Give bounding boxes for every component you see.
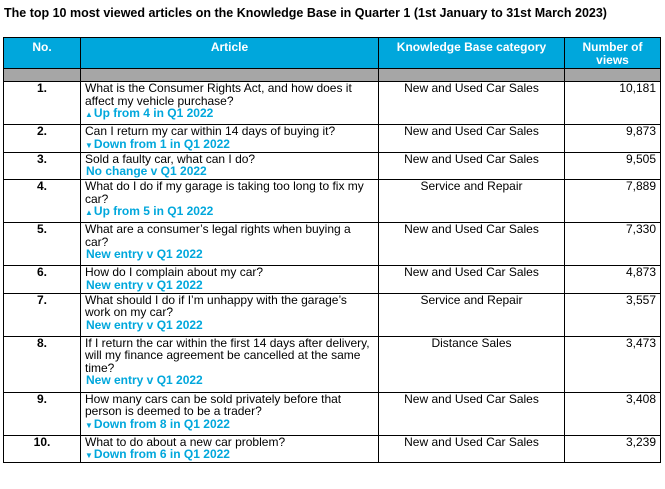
views-cell: 9,873 <box>565 125 661 153</box>
article-title: If I return the car within the first 14 days after delivery, will my finance agreement be cancelled at the same time? <box>85 335 370 375</box>
article-cell <box>81 180 379 223</box>
table-row <box>4 82 661 125</box>
article-cell <box>81 266 379 294</box>
article-title: How do I complain about my car? <box>85 265 264 279</box>
views-cell: 4,873 <box>565 266 661 294</box>
article-title: How many cars can be sold privately before that person is deemed to be a trader? <box>85 391 342 418</box>
article-title: What to do about a new car problem? <box>85 434 286 449</box>
views-cell: 7,330 <box>565 223 661 266</box>
table-row <box>4 336 661 392</box>
trend-text: Down from 8 in Q1 2022 <box>93 416 230 431</box>
header-views-line1: Number of <box>582 40 643 54</box>
spacer-cell <box>81 69 379 82</box>
trend-text: Up from 4 in Q1 2022 <box>93 106 214 120</box>
trend-label <box>85 205 374 219</box>
rank-cell: 2. <box>4 125 81 153</box>
table-row <box>4 223 661 266</box>
category-cell: New and Used Car Sales <box>379 82 565 125</box>
spacer-cell <box>565 69 661 82</box>
trend-label <box>85 448 374 462</box>
table-row <box>4 125 661 153</box>
table-row <box>4 152 661 180</box>
trend-label <box>85 418 374 432</box>
page-title: The top 10 most viewed articles on the Knowledge Base in Quarter 1 (1st January to 31st March 2023) <box>4 6 607 20</box>
rank-cell: 9. <box>4 392 81 435</box>
article-title: What should I do if I’m unhappy with the garage’s work on my car? <box>85 292 347 319</box>
table-header-row <box>4 38 661 69</box>
up-arrow-icon: ▲ <box>85 110 93 119</box>
trend-text: New entry v Q1 2022 <box>86 317 203 332</box>
views-cell: 7,889 <box>565 180 661 223</box>
down-arrow-icon: ▼ <box>85 451 93 460</box>
trend-label <box>85 248 374 262</box>
trend-text: Down from 6 in Q1 2022 <box>93 447 230 461</box>
views-cell: 3,473 <box>565 336 661 392</box>
category-cell: New and Used Car Sales <box>379 435 565 463</box>
article-title: Sold a faulty car, what can I do? <box>85 151 256 166</box>
trend-text: New entry v Q1 2022 <box>86 277 203 292</box>
header-article: Article <box>81 38 379 69</box>
trend-label <box>85 279 374 293</box>
rank-cell: 3. <box>4 152 81 180</box>
category-cell: New and Used Car Sales <box>379 223 565 266</box>
article-cell <box>81 223 379 266</box>
table-row <box>4 180 661 223</box>
category-cell: New and Used Car Sales <box>379 152 565 180</box>
up-arrow-icon: ▲ <box>85 208 93 217</box>
spacer-cell <box>4 69 81 82</box>
article-cell <box>81 152 379 180</box>
trend-label <box>85 107 374 121</box>
article-cell <box>81 392 379 435</box>
rank-cell: 8. <box>4 336 81 392</box>
rank-cell: 1. <box>4 82 81 125</box>
trend-text: New entry v Q1 2022 <box>86 247 203 261</box>
views-cell: 3,239 <box>565 435 661 463</box>
article-title: What is the Consumer Rights Act, and how does it affect my vehicle purchase? <box>85 81 352 108</box>
table-row <box>4 435 661 463</box>
trend-label <box>85 165 374 179</box>
subheader-spacer-row <box>4 69 661 82</box>
article-cell <box>81 82 379 125</box>
articles-table <box>3 37 661 463</box>
category-cell: New and Used Car Sales <box>379 266 565 294</box>
trend-text: Down from 1 in Q1 2022 <box>93 136 230 151</box>
category-cell: New and Used Car Sales <box>379 392 565 435</box>
trend-label <box>85 374 374 388</box>
article-cell <box>81 435 379 463</box>
header-views-line2: views <box>596 52 629 67</box>
table-row <box>4 293 661 336</box>
category-cell: Service and Repair <box>379 293 565 336</box>
header-views <box>565 38 661 69</box>
trend-text: New entry v Q1 2022 <box>86 373 203 387</box>
rank-cell: 6. <box>4 266 81 294</box>
article-title: Can I return my car within 14 days of buying it? <box>85 124 336 138</box>
category-cell: Service and Repair <box>379 180 565 223</box>
trend-label <box>85 138 374 152</box>
article-title: What do I do if my garage is taking too long to fix my car? <box>85 179 364 206</box>
article-cell <box>81 293 379 336</box>
views-cell: 10,181 <box>565 82 661 125</box>
trend-text: Up from 5 in Q1 2022 <box>93 204 214 218</box>
article-cell <box>81 336 379 392</box>
header-no: No. <box>4 38 81 69</box>
table-row <box>4 392 661 435</box>
category-cell: Distance Sales <box>379 336 565 392</box>
down-arrow-icon: ▼ <box>85 140 93 150</box>
table-row <box>4 266 661 294</box>
header-category: Knowledge Base category <box>379 38 565 69</box>
rank-cell: 7. <box>4 293 81 336</box>
article-cell <box>81 125 379 153</box>
spacer-cell <box>379 69 565 82</box>
views-cell: 3,557 <box>565 293 661 336</box>
down-arrow-icon: ▼ <box>85 420 93 430</box>
article-title: What are a consumer’s legal rights when buying a car? <box>85 222 351 249</box>
rank-cell: 5. <box>4 223 81 266</box>
views-cell: 9,505 <box>565 152 661 180</box>
rank-cell: 10. <box>4 435 81 463</box>
trend-label <box>85 319 374 333</box>
rank-cell: 4. <box>4 180 81 223</box>
category-cell: New and Used Car Sales <box>379 125 565 153</box>
trend-text: No change v Q1 2022 <box>86 164 207 178</box>
views-cell: 3,408 <box>565 392 661 435</box>
